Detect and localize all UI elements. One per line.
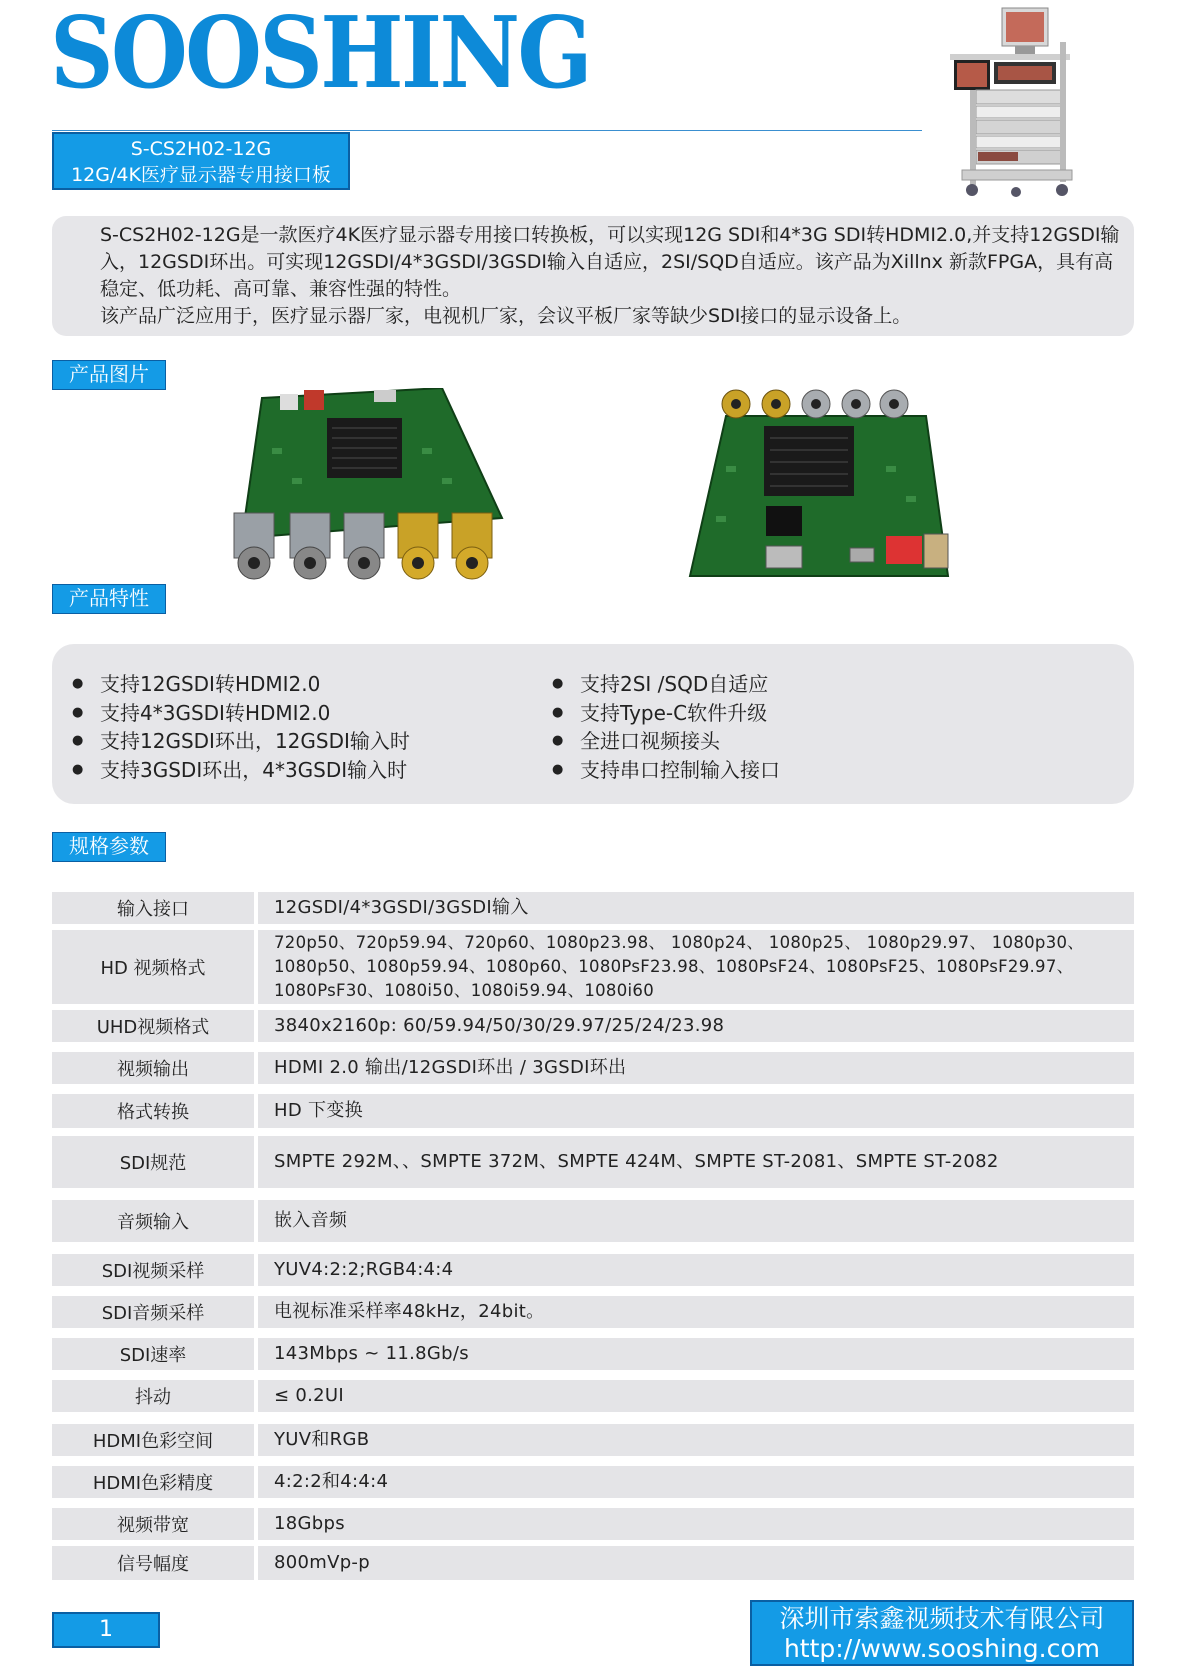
spec-row — [52, 1010, 1134, 1042]
spec-key: 信号幅度 — [52, 1546, 254, 1580]
spec-key: 视频输出 — [52, 1052, 254, 1084]
spec-value: ≤ 0.2UI — [258, 1380, 1134, 1412]
features-panel — [52, 644, 1134, 804]
spec-row — [52, 1200, 1134, 1242]
spec-row — [52, 930, 1134, 1004]
section-tag-pictures: 产品图片 — [52, 360, 166, 390]
feature-item: ● 支持串口控制输入接口 — [552, 756, 780, 785]
spec-key: HDMI色彩空间 — [52, 1424, 254, 1456]
spec-row — [52, 1296, 1134, 1328]
spec-key: SDI规范 — [52, 1136, 254, 1188]
section-tag-features: 产品特性 — [52, 584, 166, 614]
spec-value: YUV4:2:2;RGB4:4:4 — [258, 1254, 1134, 1286]
model-title-box — [52, 132, 350, 190]
product-photo-front — [232, 388, 510, 588]
spec-row — [52, 892, 1134, 924]
spec-key: HD 视频格式 — [52, 930, 254, 1004]
medical-cart-image — [920, 2, 1090, 212]
section-tag-specs: 规格参数 — [52, 832, 166, 862]
spec-value: 12GSDI/4*3GSDI/3GSDI输入 — [258, 892, 1134, 924]
company-contact-box — [750, 1600, 1134, 1666]
spec-row — [52, 1136, 1134, 1188]
spec-value: HDMI 2.0 输出/12GSDI环出 / 3GSDI环出 — [258, 1052, 1134, 1084]
header-rule — [52, 130, 922, 131]
spec-value: HD 下变换 — [258, 1094, 1134, 1128]
feature-item: ● 支持12GSDI环出，12GSDI输入时 — [72, 727, 410, 756]
intro-panel — [52, 216, 1134, 336]
spec-key: 视频带宽 — [52, 1508, 254, 1540]
feature-item: ● 支持4*3GSDI转HDMI2.0 — [72, 699, 410, 728]
company-name: 深圳市索鑫视频技术有限公司 — [779, 1604, 1105, 1633]
spec-value: 800mVp-p — [258, 1546, 1134, 1580]
spec-row — [52, 1466, 1134, 1498]
spec-value: 3840x2160p: 60/59.94/50/30/29.97/25/24/23.98 — [258, 1010, 1134, 1042]
spec-key: SDI音频采样 — [52, 1296, 254, 1328]
feature-item: ● 支持2SI /SQD自适应 — [552, 670, 780, 699]
spec-row — [52, 1094, 1134, 1128]
spec-row — [52, 1424, 1134, 1456]
model-code: S-CS2H02-12G — [130, 138, 272, 160]
spec-row — [52, 1052, 1134, 1084]
spec-row — [52, 1508, 1134, 1540]
spec-value: 18Gbps — [258, 1508, 1134, 1540]
model-subtitle: 12G/4K医疗显示器专用接口板 — [71, 164, 331, 186]
spec-row — [52, 1380, 1134, 1412]
intro-paragraph-1: S-CS2H02-12G是一款医疗4K医疗显示器专用接口转换板，可以实现12G SDI和4*3G SDI转HDMI2.0,并支持12GSDI输入，12GSDI环出。可实现12GSDI/4*3GSDI/3GSDI输入自适应，2SI/SQD自适应。该产品为Xillnx 新款FPGA，具有高稳定、低功耗、高可靠、兼容性强的特性。 — [100, 224, 1120, 300]
spec-row — [52, 1546, 1134, 1580]
feature-item: ● 全进口视频接头 — [552, 727, 780, 756]
spec-value: SMPTE 292M、、SMPTE 372M、SMPTE 424M、SMPTE ST-2081、SMPTE ST-2082 — [258, 1136, 1134, 1188]
spec-key: 输入接口 — [52, 892, 254, 924]
page-number: 1 — [52, 1612, 160, 1648]
spec-row — [52, 1338, 1134, 1370]
features-list-right — [552, 670, 780, 784]
spec-value: 4:2:2和4:4:4 — [258, 1466, 1134, 1498]
spec-value: 电视标准采样率48kHz，24bit。 — [258, 1296, 1134, 1328]
company-url[interactable]: http://www.sooshing.com — [783, 1634, 1101, 1663]
spec-value: YUV和RGB — [258, 1424, 1134, 1456]
spec-key: 抖动 — [52, 1380, 254, 1412]
spec-row — [52, 1254, 1134, 1286]
spec-key: UHD视频格式 — [52, 1010, 254, 1042]
features-list-left — [72, 670, 410, 784]
spec-key: HDMI色彩精度 — [52, 1466, 254, 1498]
spec-key: SDI视频采样 — [52, 1254, 254, 1286]
spec-key: 音频输入 — [52, 1200, 254, 1242]
feature-item: ● 支持12GSDI转HDMI2.0 — [72, 670, 410, 699]
spec-value: 720p50、720p59.94、720p60、1080p23.98、 1080p24、 1080p25、 1080p29.97、 1080p30、 1080p50、1080p59.94、1080p60、1080PsF23.98、1080PsF24、1080PsF25、1080PsF29.97、 1080PsF30、1080i50、1080i59.94、1080i60 — [258, 930, 1134, 1004]
spec-value: 嵌入音频 — [258, 1200, 1134, 1242]
spec-key: SDI速率 — [52, 1338, 254, 1370]
brand-logo: SOOSHING — [50, 0, 590, 111]
feature-item: ● 支持Type-C软件升级 — [552, 699, 780, 728]
feature-item: ● 支持3GSDI环出，4*3GSDI输入时 — [72, 756, 410, 785]
intro-paragraph-2: 该产品广泛应用于，医疗显示器厂家，电视机厂家，会议平板厂家等缺少SDI接口的显示设备上。 — [100, 305, 912, 327]
spec-key: 格式转换 — [52, 1094, 254, 1128]
product-photo-back — [686, 386, 956, 582]
spec-value: 143Mbps ~ 11.8Gb/s — [258, 1338, 1134, 1370]
